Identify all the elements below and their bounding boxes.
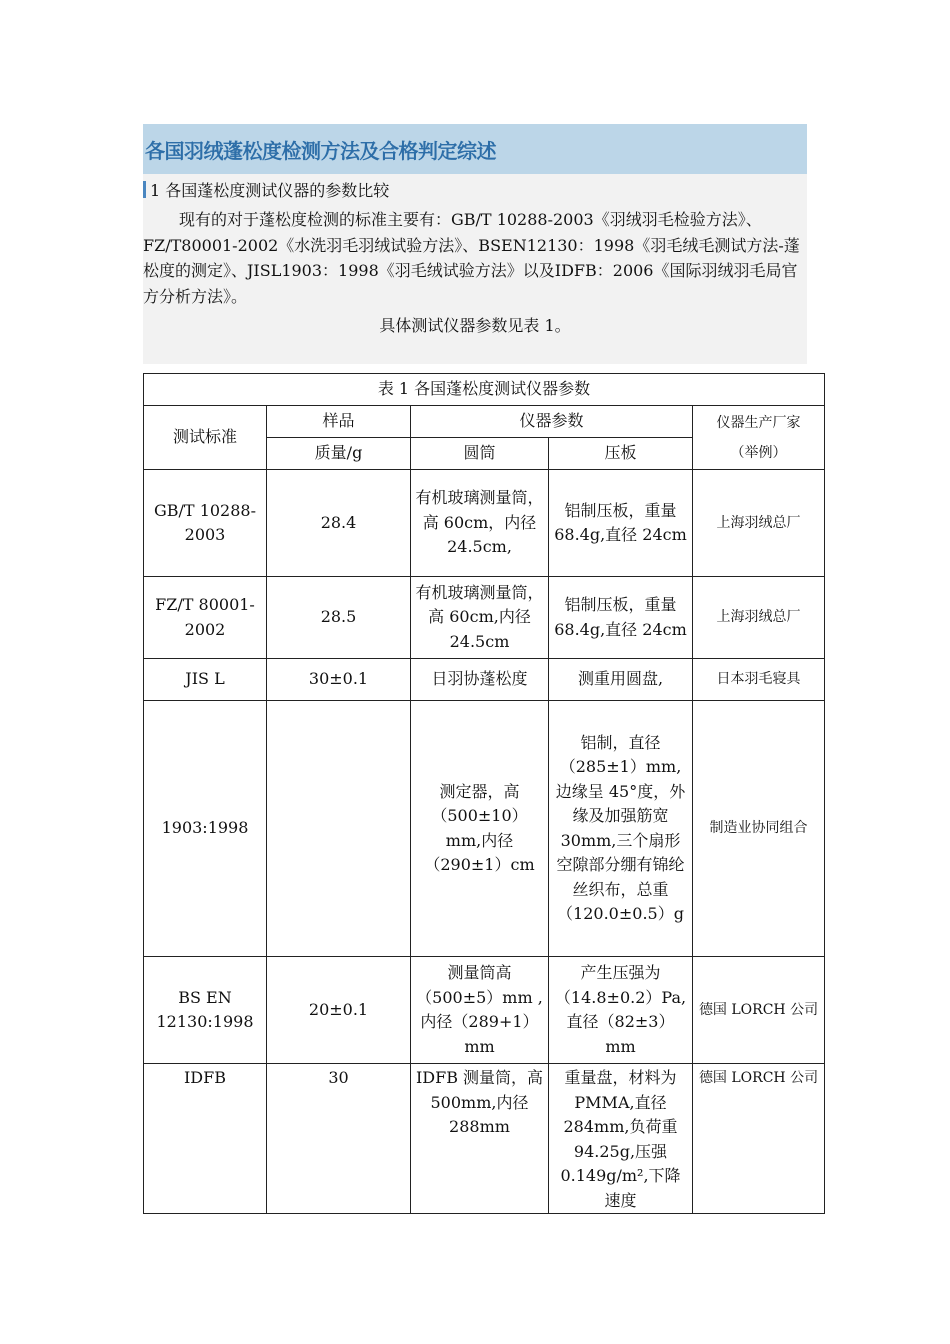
section-heading — [143, 178, 389, 201]
cell-standard: BS EN 12130:1998 — [144, 957, 267, 1064]
table-row — [144, 577, 825, 659]
section-heading-text: 1 各国蓬松度测试仪器的参数比较 — [150, 181, 390, 200]
table-row — [144, 957, 825, 1064]
table-row — [144, 470, 825, 577]
header-mass: 质量/g — [267, 438, 411, 470]
cell-maker: 上海羽绒总厂 — [693, 577, 825, 659]
cell-maker: 制造业协同组合 — [693, 701, 825, 957]
table-reference: 具体测试仪器参数见表 1。 — [379, 316, 571, 335]
cell-cylinder: IDFB 测量筒，高 500mm,内径 288mm — [411, 1064, 549, 1214]
intro-paragraph: 现有的对于蓬松度检测的标准主要有：GB/T 10288-2003《羽绒羽毛检验方法》、FZ/T80001-2002《水洗羽毛羽绒试验方法》、BSEN12130：1998《羽毛绒毛测试方法-蓬松度的测定》、JISL1903：1998《羽毛绒试验方法》以及IDFB：2006《国际羽绒羽毛局官方分析方法》。 — [143, 210, 800, 306]
header-maker-note: （举例） — [730, 444, 787, 461]
cell-maker: 德国 LORCH 公司 — [693, 1064, 825, 1214]
cell-plate: 铝制，直径（285±1）mm,边缘呈 45°度，外缘及加强筋宽 30mm,三个扇形空隙部分绷有锦纶丝织布，总重（120.0±0.5）g — [549, 701, 693, 957]
cell-maker: 德国 LORCH 公司 — [693, 957, 825, 1064]
header-maker — [693, 406, 825, 470]
header-cylinder: 圆筒 — [411, 438, 549, 470]
cell-maker: 上海羽绒总厂 — [693, 470, 825, 577]
header-instrument: 仪器参数 — [411, 406, 693, 438]
page-title: 各国羽绒蓬松度检测方法及合格判定综述 — [145, 138, 496, 163]
cell-mass — [267, 701, 411, 957]
header-sample: 样品 — [267, 406, 411, 438]
intro-section — [143, 174, 807, 364]
cell-standard: FZ/T 80001-2002 — [144, 577, 267, 659]
cell-cylinder: 测定器，高（500±10）mm,内径（290±1）cm — [411, 701, 549, 957]
cell-standard: GB/T 10288-2003 — [144, 470, 267, 577]
cell-cylinder: 有机玻璃测量筒，高 60cm,内径 24.5cm — [411, 577, 549, 659]
table-row — [144, 659, 825, 701]
cell-standard: 1903:1998 — [144, 701, 267, 957]
cell-mass: 30 — [267, 1064, 411, 1214]
cell-plate: 产生压强为（14.8±0.2）Pa,直径（82±3）mm — [549, 957, 693, 1064]
header-standard: 测试标准 — [144, 406, 267, 470]
params-table — [143, 373, 825, 1214]
cell-plate: 铝制压板，重量 68.4g,直径 24cm — [549, 470, 693, 577]
header-maker-label: 仪器生产厂家 — [716, 414, 801, 431]
cell-mass: 28.4 — [267, 470, 411, 577]
header-plate: 压板 — [549, 438, 693, 470]
cell-mass: 20±0.1 — [267, 957, 411, 1064]
cell-cylinder: 日羽协蓬松度 — [411, 659, 549, 701]
table-row — [144, 1064, 825, 1214]
heading-marker — [143, 181, 146, 198]
cell-plate: 铝制压板，重量 68.4g,直径 24cm — [549, 577, 693, 659]
table-row — [144, 701, 825, 957]
cell-plate: 重量盘，材料为 PMMA,直径 284mm,负荷重 94.25g,压强 0.149g/m²,下降速度 — [549, 1064, 693, 1214]
cell-maker: 日本羽毛寝具 — [693, 659, 825, 701]
cell-cylinder: 测量筒高（500±5）mm ,内径（289+1）mm — [411, 957, 549, 1064]
cell-mass: 28.5 — [267, 577, 411, 659]
cell-standard: IDFB — [144, 1064, 267, 1214]
cell-cylinder: 有机玻璃测量筒，高 60cm，内径 24.5cm, — [411, 470, 549, 577]
cell-mass: 30±0.1 — [267, 659, 411, 701]
title-banner — [143, 124, 807, 174]
table-caption: 表 1 各国蓬松度测试仪器参数 — [144, 374, 825, 406]
cell-standard: JIS L — [144, 659, 267, 701]
cell-plate: 测重用圆盘, — [549, 659, 693, 701]
